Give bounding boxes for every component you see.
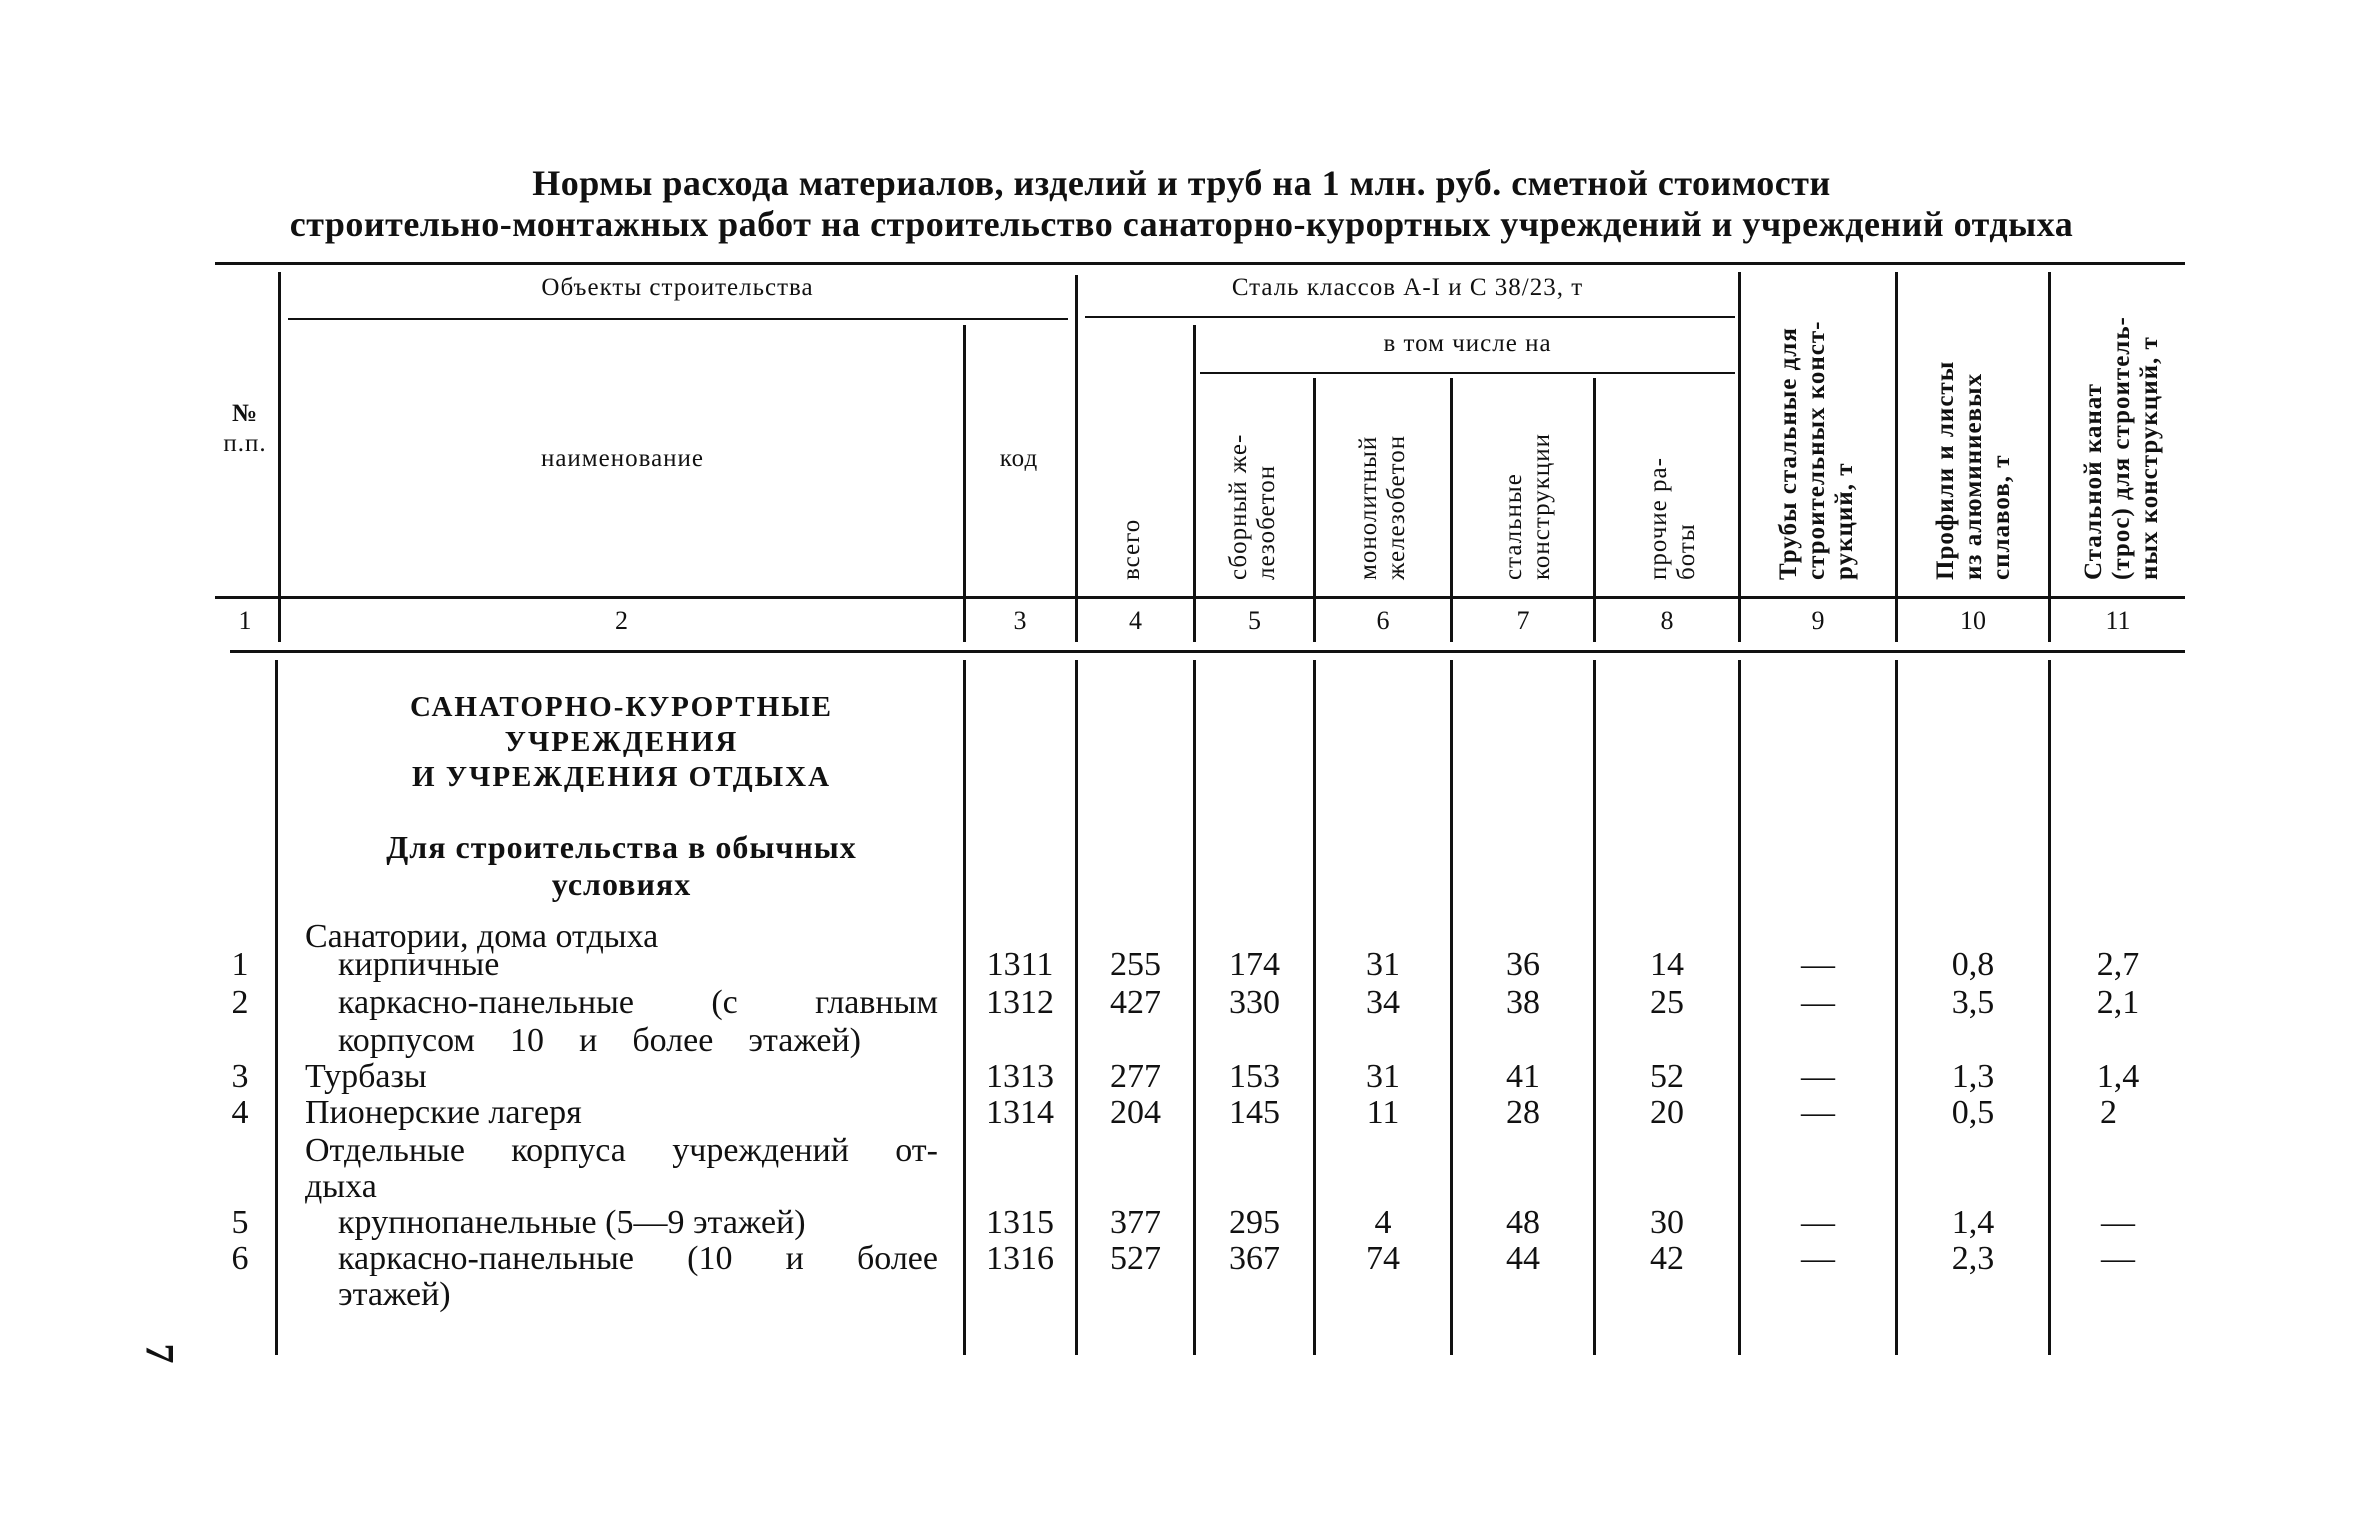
row-c5: 330 bbox=[1229, 984, 1280, 1021]
header-c6a: монолитный bbox=[1355, 435, 1382, 580]
row-no: 5 bbox=[231, 1204, 249, 1241]
row-c8: 30 bbox=[1650, 1204, 1684, 1241]
row-c10: 2,3 bbox=[1951, 1240, 1995, 1277]
row-c7: 44 bbox=[1506, 1240, 1540, 1277]
row-c6: 74 bbox=[1366, 1240, 1400, 1277]
row-name: каркасно-панельные (10 и более bbox=[338, 1240, 938, 1277]
row-c11: 2,7 bbox=[2096, 946, 2140, 983]
colnum-4: 4 bbox=[1129, 606, 1142, 635]
row-no: 6 bbox=[231, 1240, 249, 1277]
steel-rule bbox=[1085, 316, 1735, 318]
row-code: 1313 bbox=[986, 1058, 1054, 1095]
row-c8: 42 bbox=[1650, 1240, 1684, 1277]
row-c5: 367 bbox=[1229, 1240, 1280, 1277]
row-total: 527 bbox=[1110, 1240, 1161, 1277]
row-c5: 295 bbox=[1229, 1204, 1280, 1241]
group-label-buildings-cont: дыха bbox=[305, 1168, 377, 1205]
header-c11b: (трос) для строитель- bbox=[2108, 316, 2135, 580]
row-c5: 174 bbox=[1229, 946, 1280, 983]
header-bottom-rule bbox=[215, 596, 2185, 599]
row-no: 1 bbox=[231, 946, 249, 983]
row-c11: 2,1 bbox=[2096, 984, 2140, 1021]
row-c9: — bbox=[1801, 1094, 1835, 1131]
table-title-line1: Нормы расхода материалов, изделий и труб на 1 млн. руб. сметной стоимости bbox=[532, 163, 1831, 203]
row-c9: — bbox=[1801, 946, 1835, 983]
header-steel: Сталь классов А-I и С 38/23, т bbox=[1231, 274, 1584, 301]
table-top-rule bbox=[215, 262, 2185, 265]
header-c8b: боты bbox=[1673, 523, 1700, 580]
header-incl: в том числе на bbox=[1383, 330, 1552, 357]
row-c10: 1,3 bbox=[1951, 1058, 1995, 1095]
colnum-7: 7 bbox=[1516, 606, 1530, 635]
row-c7: 28 bbox=[1506, 1094, 1540, 1131]
header-c8a: прочие ра- bbox=[1645, 457, 1672, 580]
row-c8: 20 bbox=[1650, 1094, 1684, 1131]
row-c7: 48 bbox=[1506, 1204, 1540, 1241]
row-c6: 4 bbox=[1374, 1204, 1392, 1241]
row-code: 1312 bbox=[986, 984, 1054, 1021]
objects-rule bbox=[288, 318, 1068, 320]
row-name: Пионерские лагеря bbox=[305, 1094, 582, 1131]
row-c8: 52 bbox=[1650, 1058, 1684, 1095]
row-name-cont: корпусом 10 и более этажей) bbox=[338, 1022, 861, 1059]
header-c11c: ных конструкций, т bbox=[2136, 336, 2163, 580]
subsection-title-line1: Для строительства в обычных bbox=[386, 829, 857, 865]
row-name: кирпичные bbox=[338, 946, 500, 983]
table-title-line2: строительно-монтажных работ на строительство санаторно-курортных учреждений и учреждений отдыха bbox=[289, 204, 2074, 244]
colnum-6: 6 bbox=[1376, 606, 1390, 635]
row-c7: 41 bbox=[1506, 1058, 1540, 1095]
row-c7: 36 bbox=[1506, 946, 1540, 983]
row-code: 1311 bbox=[986, 946, 1054, 983]
colnum-bottom-rule bbox=[230, 650, 2185, 653]
row-c5: 145 bbox=[1229, 1094, 1280, 1131]
row-no: 4 bbox=[231, 1094, 249, 1131]
row-c5: 153 bbox=[1229, 1058, 1280, 1095]
header-code: код bbox=[999, 445, 1039, 472]
row-total: 427 bbox=[1110, 984, 1161, 1021]
header-c9b: строительных конст- bbox=[1803, 320, 1830, 580]
colnum-1: 1 bbox=[238, 606, 252, 635]
row-c9: — bbox=[1801, 1058, 1835, 1095]
row-c11: — bbox=[2101, 1240, 2135, 1277]
section-title-line1: САНАТОРНО-КУРОРТНЫЕ bbox=[409, 691, 833, 723]
row-total: 255 bbox=[1110, 946, 1161, 983]
header-c9a: Трубы стальные для bbox=[1775, 327, 1802, 580]
row-c6: 11 bbox=[1366, 1094, 1400, 1131]
header-c5b: лезобетон bbox=[1253, 464, 1280, 580]
colnum-5: 5 bbox=[1248, 606, 1261, 635]
incl-rule bbox=[1200, 372, 1735, 374]
row-no: 2 bbox=[231, 984, 249, 1021]
header-no2: п.п. bbox=[223, 430, 267, 457]
header-c9c: рукций, т bbox=[1831, 462, 1858, 580]
section-title-line3: И УЧРЕЖДЕНИЯ ОТДЫХА bbox=[411, 761, 832, 793]
row-total: 277 bbox=[1110, 1058, 1161, 1095]
row-name: Турбазы bbox=[305, 1058, 427, 1095]
header-c10b: из алюминиевых bbox=[1960, 372, 1987, 580]
row-c6: 34 bbox=[1366, 984, 1400, 1021]
row-code: 1314 bbox=[986, 1094, 1054, 1131]
row-c11: 1,4 bbox=[2096, 1058, 2140, 1095]
header-total: всего bbox=[1118, 518, 1145, 580]
header-c10c: сплавов, т bbox=[1988, 454, 2015, 580]
colnum-3: 3 bbox=[1013, 606, 1027, 635]
section-title-line2: УЧРЕЖДЕНИЯ bbox=[504, 726, 739, 758]
header-c11a: Стальной канат bbox=[2080, 383, 2107, 580]
colnum-11: 11 bbox=[2105, 606, 2131, 635]
header-c10a: Профили и листы bbox=[1932, 360, 1959, 580]
row-c11: — bbox=[2101, 1204, 2135, 1241]
subsection-title-line2: условиях bbox=[551, 866, 692, 902]
row-total: 377 bbox=[1110, 1204, 1161, 1241]
header-c5a: сборный же- bbox=[1225, 433, 1252, 580]
row-c6: 31 bbox=[1366, 1058, 1400, 1095]
row-c10: 0,8 bbox=[1951, 946, 1995, 983]
row-c7: 38 bbox=[1506, 984, 1540, 1021]
row-c8: 25 bbox=[1650, 984, 1684, 1021]
row-total: 204 bbox=[1110, 1094, 1161, 1131]
row-c10: 1,4 bbox=[1951, 1204, 1995, 1241]
row-c9: — bbox=[1801, 1240, 1835, 1277]
row-c8: 14 bbox=[1650, 946, 1684, 983]
row-no: 3 bbox=[231, 1058, 249, 1095]
row-code: 1315 bbox=[986, 1204, 1054, 1241]
colnum-2: 2 bbox=[615, 606, 628, 635]
row-c9: — bbox=[1801, 1204, 1835, 1241]
row-c10: 3,5 bbox=[1951, 984, 1995, 1021]
colnum-10: 10 bbox=[1960, 606, 1986, 635]
header-c6b: железобетон bbox=[1383, 434, 1410, 580]
colnum-8: 8 bbox=[1660, 606, 1674, 635]
row-name: каркасно-панельные (с главным bbox=[338, 984, 938, 1021]
row-c6: 31 bbox=[1366, 946, 1400, 983]
page-number: 7 bbox=[137, 1343, 183, 1364]
header-name: наименование bbox=[540, 445, 705, 472]
group-label-buildings: Отдельные корпуса учреждений от- bbox=[305, 1132, 938, 1169]
group-label-sanatoria: Санатории, дома отдыха bbox=[305, 918, 659, 955]
header-c7a: стальные bbox=[1500, 473, 1527, 580]
row-c10: 0,5 bbox=[1951, 1094, 1995, 1131]
row-c9: — bbox=[1801, 984, 1835, 1021]
row-name: крупнопанельные (5—9 этажей) bbox=[338, 1204, 806, 1241]
row-c11: 2 bbox=[2100, 1094, 2117, 1131]
header-no: № bbox=[231, 400, 259, 427]
row-name-cont: этажей) bbox=[338, 1276, 451, 1313]
row-code: 1316 bbox=[986, 1240, 1054, 1277]
header-c7b: конструкции bbox=[1528, 432, 1555, 580]
header-objects: Объекты строительства bbox=[541, 274, 814, 301]
colnum-9: 9 bbox=[1811, 606, 1825, 635]
